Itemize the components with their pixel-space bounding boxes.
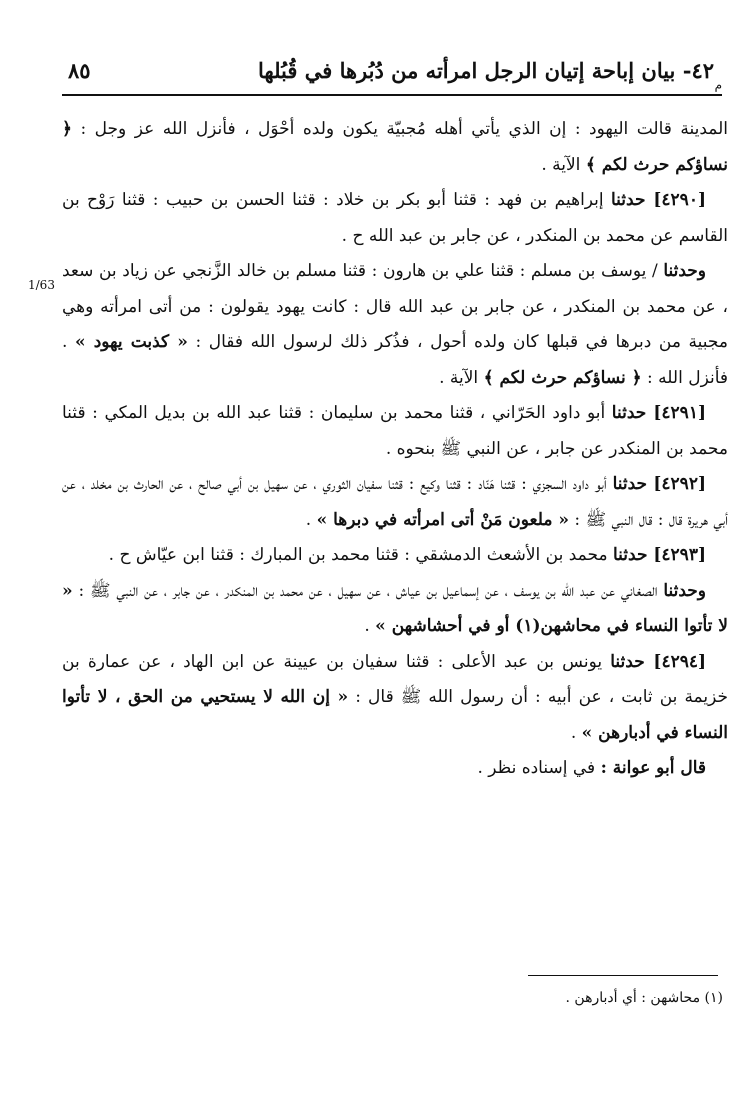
text-segment: الآية . — [541, 154, 586, 175]
quran-quote: ﴿ نساؤكم حرث لكم ﴾ — [483, 367, 642, 388]
text-segment: . — [570, 722, 582, 743]
text-segment: . — [305, 509, 317, 530]
margin-folio-note: 1/63 — [28, 278, 55, 292]
prophetic-quote: « إن الله لا يستحيي من الحق ، لا تأتوا النساء في أدبارهن » — [62, 687, 728, 743]
narration-opening: وحدثنا — [663, 580, 706, 601]
quran-quote: ﴿ نساؤكم حرث لكم ﴾ — [62, 119, 728, 175]
paragraph — [62, 574, 728, 645]
text-segment: يونس بن عبد الأعلى : قثنا سفيان بن عيينة عن ابن الهاد ، عن عمارة بن خزيمة بن ثابت ، عن أبيه : أن رسول الله ﷺ قال : — [62, 651, 729, 707]
chapter-title: ٤٢- بيان إباحة إتيان الرجل امرأته من دُبُرها في قُبُلها — [258, 58, 714, 83]
hadith-4294 — [62, 645, 728, 752]
hadith-number: [٤٢٩٠] حدثنا — [611, 190, 706, 210]
text-segment: / يوسف بن مسلم : قثنا علي بن هارون : قثنا مسلم بن خالد الزَّنجي عن زياد بن سعد ، عن محمد بن المنكدر ، عن جابر بن عبد الله قال : كانت يهود يقولون : من أتى امرأته وهي مجبية من دبرها في قبلها كان ولده أحول ، فذُكر ذلك لرسول الله فقال : — [62, 261, 729, 352]
page-header — [62, 50, 722, 96]
paragraph — [62, 112, 728, 183]
page-number: ٨٥ — [68, 58, 91, 83]
footnote: (١) محاشهن : أي أدبارهن . — [565, 990, 723, 1006]
prophetic-quote: « ملعون مَنْ أتى امرأته في دبرها » — [316, 509, 570, 530]
hadith-number: [٤٢٩٣] حدثنا — [612, 545, 706, 565]
paragraph — [62, 751, 728, 787]
hadith-4293 — [62, 538, 728, 574]
text-segment: الآية . — [439, 367, 484, 388]
hadith-number: [٤٢٩١] حدثنا — [611, 403, 706, 423]
hadith-number: [٤٢٩٢] حدثنا — [612, 474, 706, 494]
text-segment: أبو داود الحَرّاني ، قثنا محمد بن سليمان : قثنا عبد الله بن بديل المكي : قثنا محمد بن المنكدر عن جابر ، عن النبي ﷺ بنحوه . — [62, 403, 728, 459]
text-segment: في إسناده نظر . — [477, 758, 601, 778]
prophetic-quote: « كذبت يهود » — [74, 332, 188, 352]
text-segment: المدينة قالت اليهود : إن الذي يأتي أهله مُجبيّة يكون ولده أحْوَل ، فأنزل الله عز وجل : — [71, 119, 728, 139]
text-segment: . — [364, 616, 376, 636]
text-segment: . فأنزل الله : — [62, 332, 728, 388]
text-segment: الصغاني عن عبد الله بن يوسف ، عن إسماعيل بن عياش ، عن سهيل ، عن محمد بن المنكدر ، عن جابر ، عن النبي ﷺ : — [72, 580, 664, 601]
text-segment: محمد بن الأشعث الدمشقي : قثنا محمد بن المبارك : قثنا ابن عيّاش ح . — [108, 545, 613, 565]
narration-opening: وحدثنا — [663, 261, 706, 281]
hadith-number: [٤٢٩٤] حدثنا — [610, 651, 707, 672]
hadith-4292 — [62, 467, 728, 538]
prophetic-quote: « لا تأتوا النساء في محاشهن(١) أو في أحشاشهن » — [62, 580, 728, 636]
footnote-divider — [528, 975, 718, 976]
body-text — [62, 112, 728, 787]
corner-mark: م — [714, 78, 722, 92]
text-segment: أبو داود السجزي : قثنا هَنّاد : قثنا وكيع : قثنا سفيان الثوري ، عن سهيل بن أبي صالح ، عن الحارث بن مخلد ، عن أبي هريرة قال : قال النبي ﷺ : — [62, 474, 728, 530]
hadith-4291 — [62, 396, 728, 467]
text-segment: إبراهيم بن فهد : قثنا أبو بكر بن خلاد : قثنا الحسن بن حبيب : قثنا رَوْح بن القاسم عن محمد بن المنكدر ، عن جابر بن عبد الله ح . — [62, 190, 728, 246]
paragraph — [62, 254, 728, 396]
hadith-4290 — [62, 183, 728, 254]
author-remark: قال أبو عوانة : — [600, 758, 706, 778]
